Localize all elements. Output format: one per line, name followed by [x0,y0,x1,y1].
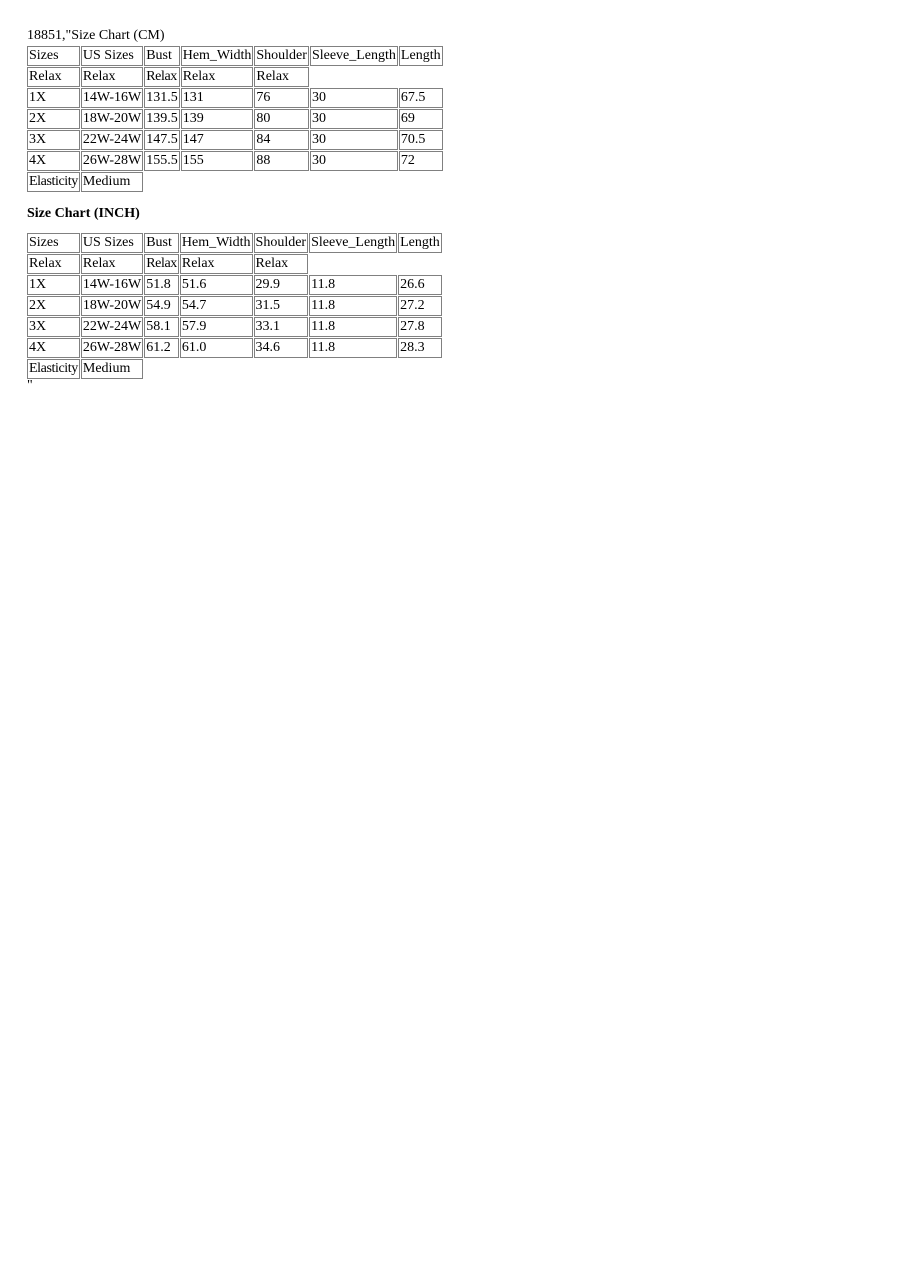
header-cell-us-sizes: US Sizes [81,46,143,66]
header-cell-sizes: Sizes [27,46,80,66]
table-cell: 51.8 [144,275,179,295]
header-cell-length: Length [398,233,442,253]
size-chart-inch-table [26,232,443,380]
table-cell: 58.1 [144,317,179,337]
table-cell: 61.2 [144,338,179,358]
table-cell: 2X [27,109,80,129]
elasticity-row [27,359,442,379]
empty-cell [309,254,397,274]
table-row [27,151,443,171]
table-cell: 14W-16W [81,275,143,295]
header-cell-sleeve-length: Sleeve_Length [309,233,397,253]
header-cell-sleeve-length: Sleeve_Length [310,46,398,66]
relax-cell: Relax [144,67,180,87]
empty-cell [398,254,442,274]
header-cell-shoulder: Shoulder [254,46,309,66]
table-cell: 88 [254,151,309,171]
table-row [27,338,442,358]
table-cell: 67.5 [399,88,443,108]
table-cell: 54.9 [144,296,179,316]
table-cell: 70.5 [399,130,443,150]
table-cell: 69 [399,109,443,129]
table-cell: 72 [399,151,443,171]
document-page [27,27,444,392]
table-cell: 1X [27,88,80,108]
relax-cell: Relax [27,254,80,274]
table-cell: 14W-16W [81,88,143,108]
header-line: 18851,"Size Chart (CM) [27,28,165,43]
table-cell: 22W-24W [81,130,143,150]
empty-cell [399,67,443,87]
table-cell: 84 [254,130,309,150]
table-cell: 11.8 [309,317,397,337]
table-cell: 26W-28W [81,338,143,358]
relax-cell: Relax [81,67,143,87]
empty-cell [144,359,179,379]
header-cell-hem-width: Hem_Width [180,233,253,253]
table-cell: 4X [27,338,80,358]
table-row [27,317,442,337]
empty-cell [180,359,253,379]
table-header-row [27,233,442,253]
header-cell-bust: Bust [144,46,180,66]
table-cell: 51.6 [180,275,253,295]
table-cell: 27.2 [398,296,442,316]
elasticity-label-cell: Elasticity [27,359,80,379]
table-cell: 30 [310,151,398,171]
table-cell: 30 [310,130,398,150]
elasticity-value-cell: Medium [81,172,143,192]
table-cell: 22W-24W [81,317,143,337]
table-cell: 131 [181,88,254,108]
trailing-quote: " [27,378,33,393]
table-cell: 4X [27,151,80,171]
table-cell: 30 [310,88,398,108]
table-cell: 155.5 [144,151,180,171]
table-cell: 80 [254,109,309,129]
empty-cell [309,359,397,379]
table-cell: 18W-20W [81,296,143,316]
spacer [27,193,444,205]
table-cell: 31.5 [254,296,309,316]
table-cell: 34.6 [254,338,309,358]
table-cell: 139 [181,109,254,129]
header-cell-hem-width: Hem_Width [181,46,254,66]
table-cell: 3X [27,130,80,150]
relax-cell: Relax [181,67,254,87]
table-cell: 3X [27,317,80,337]
header-cell-us-sizes: US Sizes [81,233,143,253]
table-cell: 155 [181,151,254,171]
elasticity-label-cell: Elasticity [27,172,80,192]
table-cell: 18W-20W [81,109,143,129]
table-cell: 26.6 [398,275,442,295]
empty-cell [398,359,442,379]
relax-cell: Relax [180,254,253,274]
table-row [27,88,443,108]
relax-row [27,254,442,274]
header-cell-bust: Bust [144,233,179,253]
table-header-row [27,46,443,66]
table-cell: 11.8 [309,275,397,295]
relax-cell: Relax [254,254,309,274]
empty-cell [310,172,398,192]
table-cell: 28.3 [398,338,442,358]
header-cell-sizes: Sizes [27,233,80,253]
table-row [27,130,443,150]
empty-cell [254,172,309,192]
table-cell: 11.8 [309,296,397,316]
table-cell: 76 [254,88,309,108]
table-cell: 33.1 [254,317,309,337]
relax-cell: Relax [27,67,80,87]
table-cell: 1X [27,275,80,295]
table-cell: 26W-28W [81,151,143,171]
table-cell: 54.7 [180,296,253,316]
table-cell: 11.8 [309,338,397,358]
table-row [27,109,443,129]
table-row [27,275,442,295]
spacer [27,223,444,232]
empty-cell [254,359,309,379]
relax-cell: Relax [144,254,179,274]
empty-cell [399,172,443,192]
table-row [27,296,442,316]
empty-cell [181,172,254,192]
relax-cell: Relax [254,67,309,87]
table-cell: 131.5 [144,88,180,108]
table-cell: 27.8 [398,317,442,337]
table-cell: 147.5 [144,130,180,150]
table-cell: 2X [27,296,80,316]
table-cell: 139.5 [144,109,180,129]
relax-cell: Relax [81,254,143,274]
empty-cell [144,172,180,192]
relax-row [27,67,443,87]
table-cell: 29.9 [254,275,309,295]
table-cell: 147 [181,130,254,150]
table-cell: 30 [310,109,398,129]
header-cell-shoulder: Shoulder [254,233,309,253]
empty-cell [310,67,398,87]
table-cell: 57.9 [180,317,253,337]
elasticity-value-cell: Medium [81,359,143,379]
table-cell: 61.0 [180,338,253,358]
size-chart-cm-table [26,45,444,193]
elasticity-row [27,172,443,192]
header-cell-length: Length [399,46,443,66]
section-title-inch: Size Chart (INCH) [27,206,140,221]
